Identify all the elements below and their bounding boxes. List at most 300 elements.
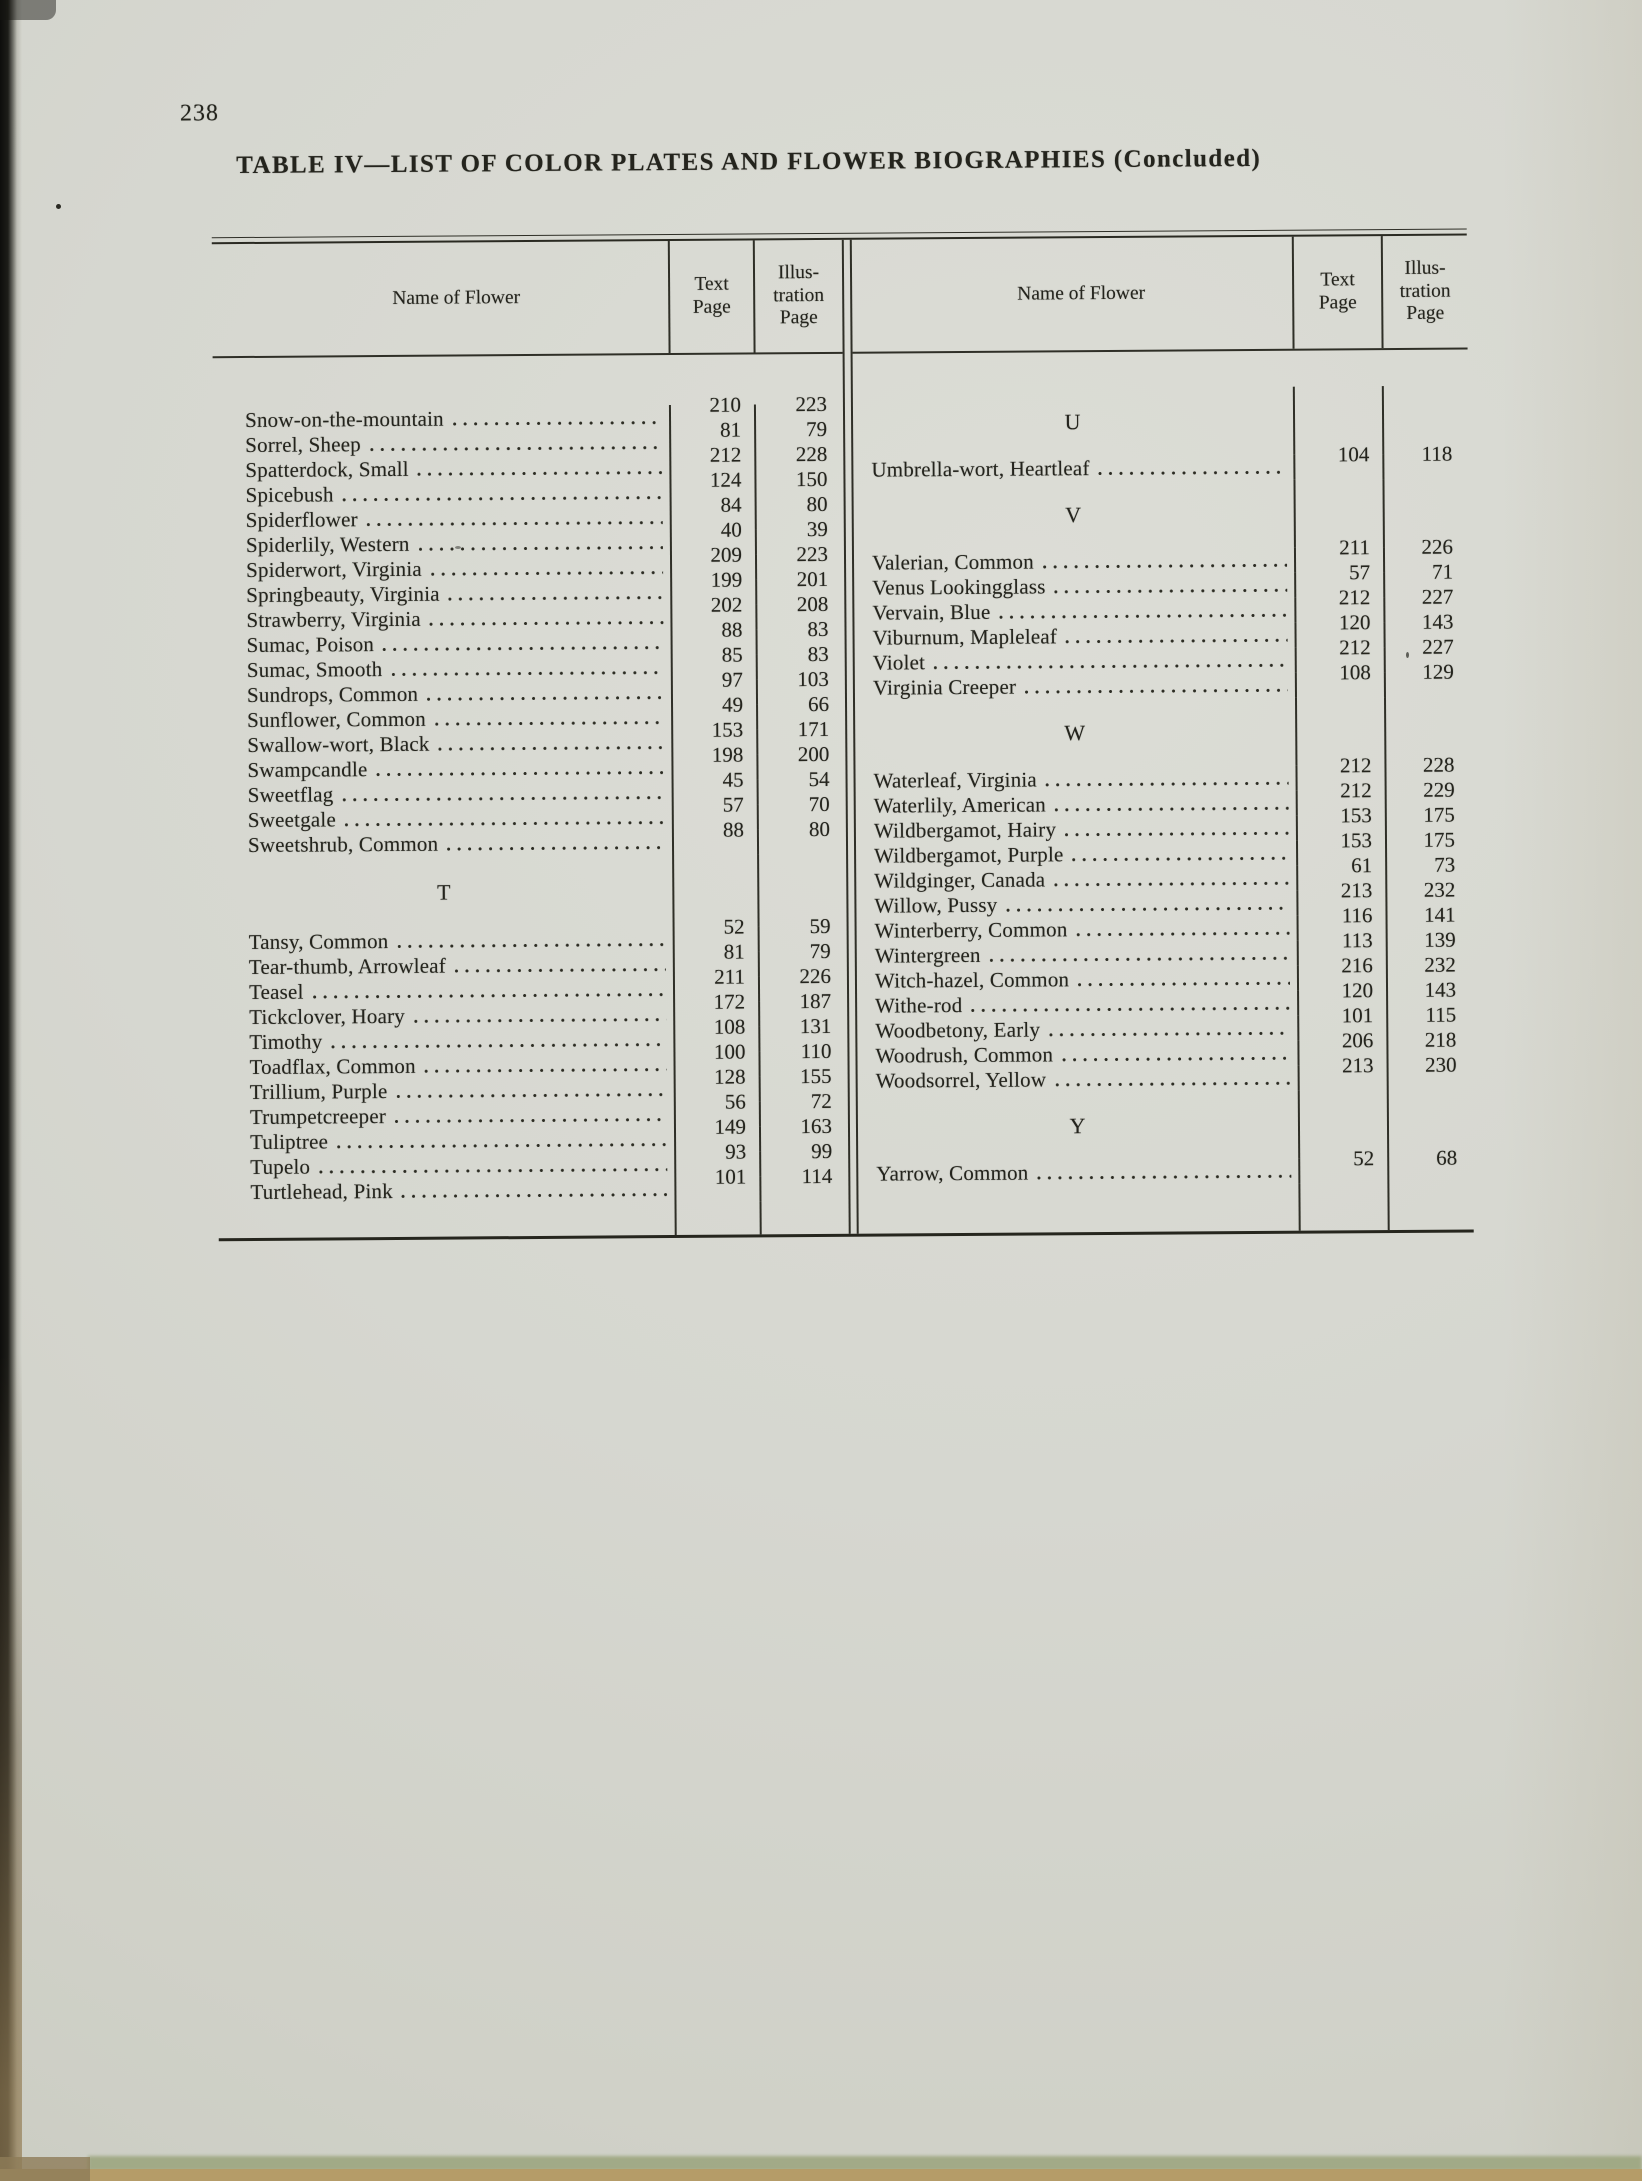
flower-name: Virginia Creeper [872,674,1017,700]
illustration-page-value: 143 [1424,977,1457,1002]
text-page-value: 57 [722,792,744,817]
table-left-half [212,240,849,1238]
text-page-cell [1300,1090,1389,1159]
dotted-leader [439,746,665,751]
text-page-cell [674,854,760,927]
column-header-flower-name [852,237,1295,352]
flower-name-cell [854,623,1296,651]
text-page-value: 199 [710,567,743,592]
text-page-cell [1300,1053,1389,1091]
flower-name-cell [217,1052,675,1080]
text-page-value: 52 [723,914,745,939]
flower-name: Timothy [249,1029,323,1054]
flower-name-cell [215,755,673,783]
illustration-page-value: 201 [796,566,829,592]
illustration-page-value: 131 [799,1013,832,1039]
binding-shadow-fade [0,0,22,2181]
illustration-page-value: 114 [801,1163,833,1189]
text-page-value: 45 [722,767,744,792]
section-letter-cell [853,387,1295,458]
dotted-leader [431,571,663,576]
flower-name: Spatterdock, Small [245,456,409,483]
dotted-leader [1025,689,1288,694]
illustration-page-value: 208 [796,591,829,617]
illustration-page-value: 39 [806,516,828,542]
text-page-cell [676,1164,761,1202]
flower-name: Spiderwort, Virginia [245,556,422,583]
text-page-value: 206 [1341,1028,1374,1053]
text-page-cell [1295,442,1384,480]
flower-name: Wildbergamot, Purple [874,842,1064,868]
dotted-leader [370,446,662,451]
illustration-page-cell [757,491,844,530]
text-page-cell [674,767,759,805]
illustration-page-value: 232 [1424,952,1456,977]
flower-name-cell [218,1077,676,1105]
header-label: Name of Flower [392,286,521,309]
section-letter-cell [855,698,1297,769]
text-page-value: 212 [1340,778,1372,803]
section-header-row [853,478,1468,550]
page-number: 238 [179,100,219,127]
flower-index-table [212,228,1474,1241]
illustration-page-cell [758,616,845,655]
text-page-value: 52 [1353,1146,1375,1171]
text-page-cell [672,592,757,630]
text-page-cell [671,467,756,505]
text-page-cell [674,817,759,855]
flower-name: Sorrel, Sheep [245,432,362,458]
flower-name: Sweetgale [247,807,337,832]
dotted-leader [1006,907,1289,912]
flower-name-cell [216,830,674,858]
text-page-value: 108 [1339,660,1371,685]
dotted-leader [1055,1082,1291,1087]
text-page-cell [672,492,757,530]
dotted-leader [1054,882,1289,887]
dotted-leader [376,771,664,776]
left-table-body [213,354,849,1238]
text-page-cell [676,1114,761,1152]
illustration-page-value: 83 [807,616,829,642]
illustration-page-cell [759,854,847,927]
text-page-cell [677,1201,762,1235]
text-page-value: 128 [714,1064,746,1089]
illustration-page-value: 175 [1423,827,1456,852]
text-page-value: 153 [711,717,744,742]
text-page-value: 101 [1341,1003,1374,1028]
dotted-leader [418,471,663,476]
illustration-page-cell [756,391,843,430]
dotted-leader [455,968,666,972]
text-page-value: 101 [714,1164,747,1189]
ink-speck [455,546,461,549]
dotted-leader [1055,807,1289,812]
text-page-value: 198 [711,742,744,767]
section-letter: U [1064,409,1082,435]
text-page-value: 120 [1338,610,1371,635]
text-page-value: 49 [721,692,744,717]
flower-name: Willow, Pussy [874,892,998,918]
flower-name: Wildbergamot, Hairy [873,817,1057,843]
flower-name: Violet [872,650,926,675]
flower-name: Tupelo [250,1154,311,1179]
header-label: Name of Flower [1017,282,1146,305]
flower-name: Sweetshrub, Common [247,831,439,857]
text-page-value: 116 [1341,903,1373,928]
flower-name-cell [214,580,672,608]
illustration-page-value: 155 [800,1063,832,1089]
flower-name: Vervain, Blue [872,599,991,625]
illustration-page-value: 227 [1421,584,1454,609]
flower-name: Waterlily, American [873,792,1047,818]
illustration-page-cell [1389,1182,1473,1230]
dotted-leader [971,1007,1290,1012]
scan-corner-shadow [0,0,56,20]
text-page-value: 211 [714,964,746,989]
flower-name: Springbeauty, Virginia [246,581,440,608]
text-page-cell [1300,1146,1389,1184]
flower-name-cell [217,1027,675,1055]
illustration-page-cell [759,766,846,805]
flower-name-cell [214,530,672,558]
flower-name-cell [217,1002,675,1030]
dotted-leader [1077,932,1290,936]
text-page-value: 120 [1341,978,1374,1003]
illustration-page-cell [759,791,846,830]
flower-name-cell [215,705,673,733]
flower-name-cell [856,816,1298,844]
section-letter: W [1064,720,1087,746]
table-title: TABLE IV—LIST OF COLOR PLATES AND FLOWER BIOGRAPHIES (Concluded) [236,144,1262,180]
section-letter-cell [216,855,674,930]
illustration-page-cell [760,913,847,952]
dotted-leader [313,993,666,998]
text-page-value: 211 [1339,535,1371,560]
flower-name-cell [216,780,674,808]
table-filler-row [219,1201,849,1238]
illustration-page-value: 110 [800,1038,832,1064]
text-page-value: 93 [725,1139,747,1164]
dotted-leader [1073,857,1290,862]
flower-name: Woodbetony, Early [875,1017,1041,1043]
illustration-page-value: 229 [1423,777,1455,802]
flower-name: Sundrops, Common [246,681,419,708]
illustration-page-value: 143 [1421,609,1454,634]
section-letter: T [437,879,452,905]
flower-name-cell [857,1016,1299,1044]
text-page-value: 153 [1340,828,1373,853]
illustration-page-value: 59 [809,913,831,939]
section-letter-cell [858,1091,1300,1162]
flower-name: Waterleaf, Virginia [873,767,1037,793]
flower-name-cell [855,673,1297,701]
dotted-leader [395,1118,667,1123]
flower-name: Umbrella-wort, Heartleaf [871,456,1090,482]
text-page-value: 108 [713,1014,746,1039]
text-page-cell [675,914,760,952]
section-header-row [853,385,1468,457]
illustration-page-cell [761,1063,848,1102]
flower-name-cell [216,805,674,833]
text-page-value: 172 [713,989,746,1014]
illustration-page-value: 223 [796,541,829,567]
text-page-value: 216 [1341,953,1373,978]
text-page-value: 88 [721,617,743,642]
flower-name: Viburnum, Mapleleaf [872,624,1058,650]
flower-name-cell [857,991,1299,1019]
text-page-cell [1296,535,1385,573]
dotted-leader [1066,639,1288,644]
dotted-leader [1049,1032,1290,1037]
text-page-value: 88 [722,817,744,842]
text-page-value: 57 [1349,560,1371,585]
flower-name: Trumpetcreeper [249,1104,387,1129]
text-page-value: 84 [720,492,742,517]
dotted-leader [453,421,662,425]
illustration-page-cell [1389,1145,1473,1183]
dotted-leader [391,671,663,676]
flower-name: Tansy, Common [248,929,389,954]
dotted-leader [1099,471,1287,475]
text-page-cell [671,392,756,430]
illustration-page-value: 227 [1422,634,1454,659]
illustration-page-value: 80 [806,491,828,517]
illustration-page-value: 187 [799,988,832,1014]
scan-bottom-left-corner [0,2157,90,2181]
flower-name-cell [858,1066,1300,1094]
text-page-value: 81 [720,417,742,442]
right-table-body [853,349,1474,1233]
flower-name-cell [854,573,1296,601]
text-page-cell [673,617,758,655]
illustration-page-value: 83 [807,641,829,667]
dotted-leader [447,846,665,851]
illustration-page-value: 54 [808,766,830,792]
flower-name-cell [215,730,673,758]
flower-name: Tickclover, Hoary [249,1003,406,1029]
text-page-value: 202 [710,592,743,617]
flower-name-cell [213,430,671,458]
dotted-leader [1043,564,1287,569]
dotted-leader [337,1143,667,1148]
page-edge-shade [1502,0,1642,2181]
illustration-page-cell [1386,659,1470,697]
illustration-page-value: 115 [1425,1002,1457,1027]
illustration-page-value: 223 [795,391,828,417]
dotted-leader [331,1043,666,1048]
flower-name-cell [857,966,1299,994]
text-page-value: 212 [709,442,742,467]
illustration-page-value: 228 [795,441,828,467]
flower-name-cell [218,1127,676,1155]
illustration-page-value: 150 [795,466,828,492]
flower-name-cell [214,505,672,533]
dotted-leader [449,596,664,600]
illustration-page-value: 79 [806,416,828,442]
flower-name: Teasel [248,979,304,1004]
ink-speck [1406,652,1409,658]
illustration-page-value: 129 [1422,659,1454,684]
illustration-page-value: 70 [808,791,830,817]
illustration-page-value: 200 [797,741,830,767]
column-header-flower-name [212,241,671,356]
text-page-value: 209 [710,542,743,567]
flower-name: Tear-thumb, Arrowleaf [248,953,447,979]
flower-name: Spiderflower [245,507,358,533]
flower-name: Strawberry, Virginia [246,606,421,633]
scan-bottom-tan-strip [0,2169,1642,2181]
illustration-page-value: 226 [799,963,832,989]
dotted-leader [425,1068,667,1073]
illustration-page-cell [761,1201,848,1235]
illustration-page-value: 80 [808,816,830,842]
flower-name: Wildginger, Canada [874,867,1046,893]
dotted-leader [345,821,665,826]
text-page-value: 213 [1340,878,1373,903]
text-page-value: 100 [713,1039,746,1064]
section-letter-cell [853,480,1295,551]
flower-name-cell [214,555,672,583]
illustration-page-cell [757,591,844,630]
flower-name-cell [213,405,671,433]
illustration-page-value: 72 [810,1088,832,1114]
dotted-leader [1037,1175,1291,1180]
text-page-value: 210 [709,392,742,417]
flower-name: Swallow-wort, Black [247,731,430,757]
flower-name: Sunflower, Common [247,706,426,732]
dotted-leader [383,646,664,651]
flower-name-cell [854,598,1296,626]
text-page-cell [1298,828,1387,866]
illustration-page-value: 232 [1423,877,1456,902]
illustration-page-value: 118 [1421,441,1453,466]
illustration-page-value: 103 [797,666,829,692]
flower-name-cell [214,605,672,633]
flower-name-cell [215,655,673,683]
flower-name-cell [215,630,673,658]
flower-name-cell [855,766,1297,794]
illustration-page-cell [756,466,843,505]
illustration-page-cell [761,1163,848,1202]
right-header-row [852,235,1468,353]
illustration-page-value: 79 [809,938,831,964]
text-page-value: 113 [1341,928,1373,953]
section-header-row [858,1089,1473,1161]
flower-name-cell [854,548,1296,576]
text-page-value: 97 [721,667,743,692]
flower-name: Witch-hazel, Common [874,967,1070,993]
flower-name: Trillium, Purple [249,1079,388,1104]
dotted-leader [430,621,664,626]
flower-name: Wintergreen [874,942,981,968]
flower-name: Snow-on-the-mountain [244,406,444,433]
flower-name: Winterberry, Common [874,917,1068,943]
flower-name-cell [856,891,1298,919]
illustration-page-value: 99 [811,1138,833,1164]
flower-name: Sumac, Poison [246,632,375,658]
flower-name-cell [215,680,673,708]
table-columns [212,235,1474,1238]
ink-speck [56,204,61,209]
text-page-value: 85 [721,642,743,667]
illustration-page-value: 171 [797,716,830,742]
text-page-value: 213 [1341,1053,1374,1078]
text-page-value: 149 [714,1114,747,1139]
illustration-page-cell [1387,827,1471,865]
dotted-leader [414,1018,666,1023]
flower-name-cell [856,791,1298,819]
flower-name-cell [858,1159,1300,1187]
text-page-value: 212 [1339,635,1371,660]
flower-name: Sweetflag [247,782,334,807]
dotted-leader [367,521,663,526]
dotted-leader [343,496,663,501]
text-page-value: 104 [1337,442,1370,467]
column-header-text-page: Text Page [670,240,756,353]
illustration-page-value: 68 [1436,1145,1458,1170]
dotted-leader [1046,782,1289,787]
dotted-leader [397,1093,667,1098]
dotted-leader [435,721,664,726]
text-page-value: 212 [1338,585,1371,610]
illustration-page-cell [1389,1052,1473,1090]
text-page-cell [673,642,758,680]
illustration-page-cell [1389,1089,1473,1158]
text-page-cell [673,667,758,705]
text-page-value: 153 [1340,803,1372,828]
text-page-value: 81 [723,939,745,964]
flower-name: Withe-rod [875,993,963,1018]
illustration-page-value: 175 [1423,802,1455,827]
flower-name-cell [858,1184,1300,1234]
text-page-cell [676,1064,761,1102]
text-page-value: 40 [720,517,742,542]
flower-name-cell [218,1152,676,1180]
dotted-leader [1078,982,1290,986]
table-right-half [852,235,1474,1233]
flower-name-cell [213,480,671,508]
flower-name-cell [217,927,675,955]
flower-name: Swampcandle [247,757,368,782]
text-page-cell [674,792,759,830]
text-page-value: 56 [724,1089,746,1114]
illustration-page-value: 141 [1423,902,1456,927]
dotted-leader [1065,832,1289,837]
flower-name: Spicebush [245,482,334,508]
section-letter: Y [1069,1113,1087,1139]
flower-name-cell [856,866,1298,894]
illustration-page-value: 139 [1424,927,1456,952]
text-page-value: 124 [709,467,742,492]
flower-name: Turtlehead, Pink [250,1178,393,1204]
text-page-cell [673,742,758,780]
flower-name: Valerian, Common [871,549,1034,575]
flower-name-cell [857,941,1299,969]
table-filler-row [858,1182,1473,1233]
flower-name: Toadflax, Common [249,1053,416,1079]
flower-name-cell [855,648,1297,676]
column-header-illustration-page: Illus- tration Page [773,262,825,329]
dotted-leader [427,696,664,701]
flower-name: Spiderlily, Western [245,531,410,558]
flower-name-cell [217,952,675,980]
flower-name: Woodsorrel, Yellow [875,1067,1047,1093]
flower-name: Tuliptree [249,1129,329,1154]
left-header-row [212,240,843,358]
flower-name-cell [857,916,1299,944]
flower-name-cell [217,977,675,1005]
